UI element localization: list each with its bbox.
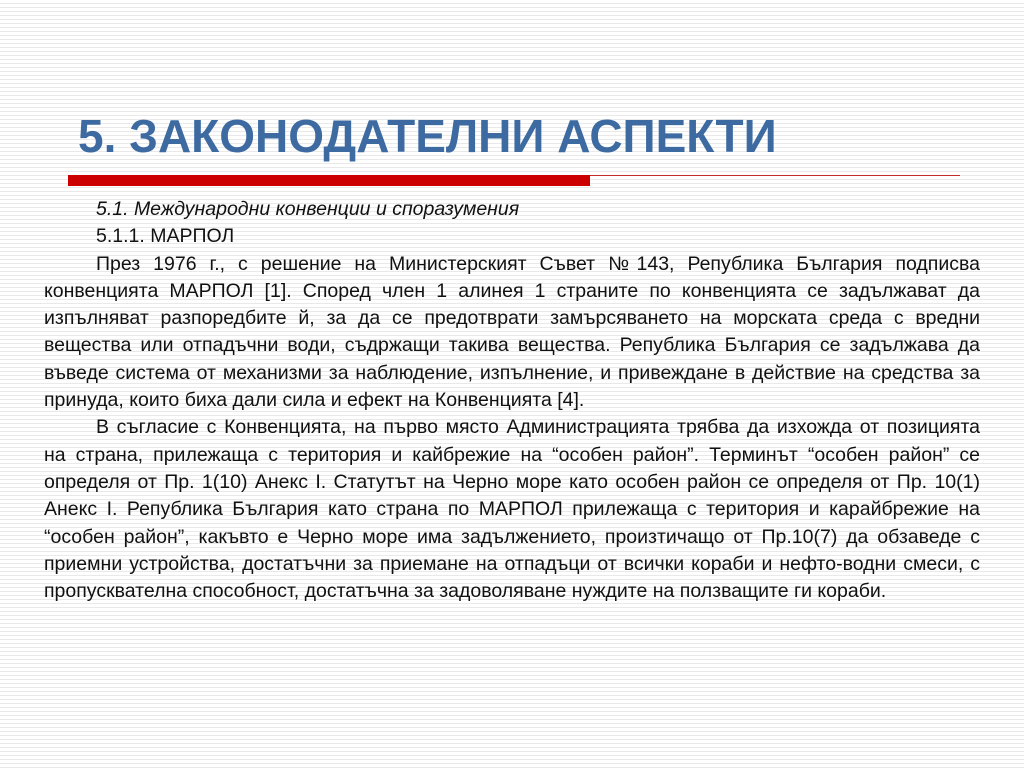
section-label: 5.1.1. МАРПОЛ xyxy=(96,225,235,248)
body-paragraph-1: През 1976 г., с решение на Министерският Съвет №143, Република България подписва конвенцията МАРПОЛ [1]. Според член 1 алинея 1 страните по конвенцията се задължават да изпълняват разпоредбите й, за да се предотврати замърсяването на морската среда с вредни вещества или отпадъчни води, съдржащи такива вещества. Република България се задължава да въведе система от механизми за наблюдение, изпълнение, и привеждане в действие на средства за принуда, които биха дали сила и ефект на Конвенцията [4]. xyxy=(44,252,980,412)
title-underline-red-bar xyxy=(68,175,590,186)
slide-title: 5. ЗАКОНОДАТЕЛНИ АСПЕКТИ xyxy=(78,110,777,162)
title-underline xyxy=(68,173,960,187)
section-subheading: 5.1. Международни конвенции и споразумения xyxy=(96,198,520,220)
body-paragraph-2: В съгласие с Конвенцията, на първо място Администрацията трябва да изхожда от позицията на страна, прилежаща с територия и кайбрежие на “особен район”. Терминът “особен район” се определя от Пр. 1(10) Анекс I. Статутът на Черно море като особен район се определя от Пр. 10(1) Анекс I. Република България като страна по МАРПОЛ прилежаща с територия и карайбрежие на “особен район”, какъвто е Черно море има задължението, произтичащо от Пр.10(7) да обзаведе с приемни устройства, достатъчни за приемане на отпадъци от всички кораби и нефто-водни смеси, с пропусквателна способност, достатъчна за задоволяване нуждите на ползващите ги кораби. xyxy=(44,416,980,603)
slide-body xyxy=(44,196,980,605)
